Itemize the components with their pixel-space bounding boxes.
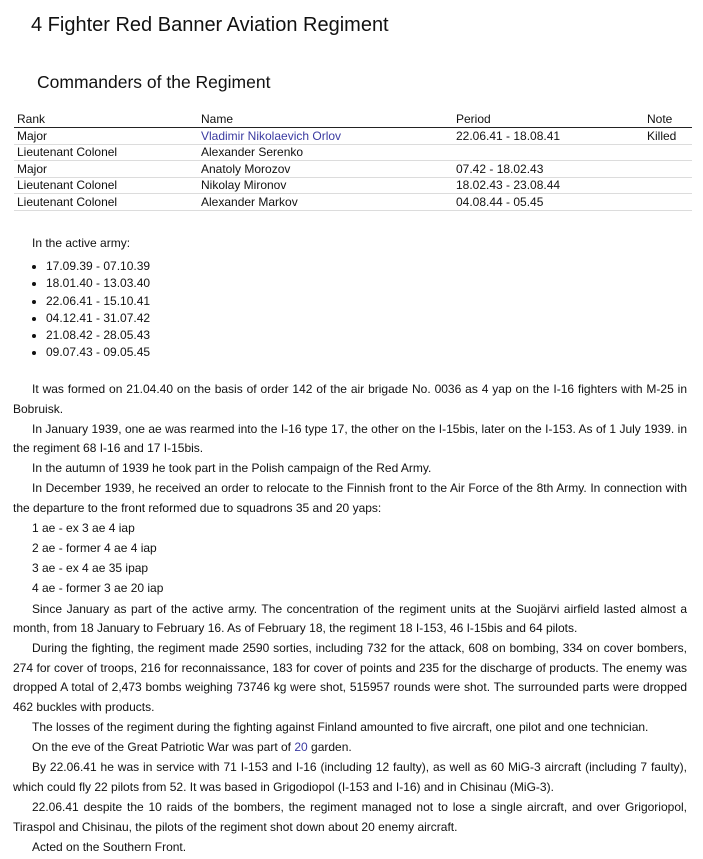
table-row bbox=[14, 161, 692, 178]
paragraph-text: garden. bbox=[307, 740, 352, 755]
column-header-period: Period bbox=[453, 111, 644, 128]
paragraph-text: On the eve of the Great Patriotic War was part of bbox=[32, 740, 295, 755]
note-cell bbox=[644, 177, 692, 194]
period-cell bbox=[453, 144, 644, 161]
note-cell: Killed bbox=[644, 128, 692, 145]
table-row bbox=[14, 177, 692, 194]
column-header-name: Name bbox=[198, 111, 453, 128]
paragraph: Acted on the Southern Front. bbox=[32, 839, 187, 854]
column-header-note: Note bbox=[644, 111, 692, 128]
paragraph: By 22.06.41 he was in service with 71 I-153 and I-16 (including 12 faulty), as well as 60 MiG-3 aircraft (including 7 faulty), which could fly 22 pilots from 52. It was based in Grigodiopol (I-153 and I-16) and in Chisinau (MiG-3). bbox=[13, 760, 687, 794]
squadron-line: 3 ae - ex 4 ae 35 ipap bbox=[32, 561, 149, 576]
list-item: • 22.06.41 - 15.10.41 bbox=[46, 293, 150, 310]
list-item: • 09.07.43 - 09.05.45 bbox=[46, 344, 150, 361]
name-cell: Alexander Serenko bbox=[198, 144, 453, 161]
column-header-rank: Rank bbox=[14, 111, 198, 128]
page-title: 4 Fighter Red Banner Aviation Regiment bbox=[31, 14, 389, 36]
note-cell bbox=[644, 144, 692, 161]
paragraph: In the autumn of 1939 he took part in the Polish campaign of the Red Army. bbox=[32, 461, 432, 476]
active-army-label: In the active army: bbox=[32, 236, 131, 250]
paragraph: In December 1939, he received an order to relocate to the Finnish front to the Air Force of the 8th Army. In connection with the departure to the front reformed due to squadrons 35 and 20 yaps: bbox=[13, 481, 687, 516]
rank-cell: Major bbox=[14, 161, 198, 178]
squadron-line: 1 ae - ex 3 ae 4 iap bbox=[32, 521, 135, 536]
commanders-table bbox=[14, 111, 692, 211]
list-item: • 04.12.41 - 31.07.42 bbox=[46, 310, 150, 327]
squadron-line: 2 ae - former 4 ae 4 iap bbox=[32, 541, 157, 556]
division-link-20[interactable]: 20 bbox=[294, 740, 308, 755]
history-text bbox=[13, 380, 687, 858]
rank-cell: Lieutenant Colonel bbox=[14, 177, 198, 194]
table-row bbox=[14, 128, 692, 145]
paragraph: Since January as part of the active army. The concentration of the regiment units at the Suojärvi airfield lasted almost a month, from 18 January to February 16. As of February 18, the regiment 18 I-153, 46 I-15bis and 64 pilots. bbox=[13, 601, 687, 636]
paragraph: 22.06.41 despite the 10 raids of the bombers, the regiment managed not to lose a single aircraft, and over Grigoriopol, Tiraspol and Chisinau, the pilots of the regiment shot down about 20 enemy aircraft. bbox=[13, 799, 687, 834]
name-cell bbox=[198, 128, 453, 145]
paragraph: During the fighting, the regiment made 2590 sorties, including 732 for the attack, 608 on bombing, 334 on cover bombers, 274 for cover of troops, 216 for reconnaissance, 183 for cover of points and 235 for the discharge of products. The enemy was dropped A total of 2,473 bombs weighing 73746 kg were shot, 515957 rounds were shot. The surrounded parts were dropped 462 buckles with products. bbox=[13, 641, 687, 714]
rank-cell: Lieutenant Colonel bbox=[14, 194, 198, 211]
rank-cell: Lieutenant Colonel bbox=[14, 144, 198, 161]
list-item: • 17.09.39 - 07.10.39 bbox=[46, 258, 150, 275]
rank-cell: Major bbox=[14, 128, 198, 145]
paragraph: In January 1939, one ae was rearmed into the I-16 type 17, the other on the I-15bis, later on the I-153. As of 1 July 1939. in the regiment 68 I-16 and 17 I-15bis. bbox=[13, 421, 687, 456]
period-cell: 18.02.43 - 23.08.44 bbox=[453, 177, 644, 194]
paragraph bbox=[13, 738, 687, 758]
note-cell bbox=[644, 161, 692, 178]
table-row bbox=[14, 194, 692, 211]
period-cell: 22.06.41 - 18.08.41 bbox=[453, 128, 644, 145]
period-cell: 04.08.44 - 05.45 bbox=[453, 194, 644, 211]
commanders-heading: Commanders of the Regiment bbox=[37, 72, 271, 92]
list-item: • 21.08.42 - 28.05.43 bbox=[46, 327, 150, 344]
squadron-line: 4 ae - former 3 ae 20 iap bbox=[32, 581, 164, 596]
name-cell: Nikolay Mironov bbox=[198, 177, 453, 194]
paragraph: It was formed on 21.04.40 on the basis of order 142 of the air brigade No. 0036 as 4 yap on the I-16 fighters with M-25 in Bobruisk. bbox=[13, 382, 687, 416]
name-cell: Alexander Markov bbox=[198, 194, 453, 211]
active-army-list bbox=[18, 258, 150, 362]
period-cell: 07.42 - 18.02.43 bbox=[453, 161, 644, 178]
note-cell bbox=[644, 194, 692, 211]
table-header-row bbox=[14, 111, 692, 128]
name-cell: Anatoly Morozov bbox=[198, 161, 453, 178]
table-row bbox=[14, 144, 692, 161]
commander-link-orlov[interactable]: Vladimir Nikolaevich Orlov bbox=[201, 128, 342, 143]
paragraph: The losses of the regiment during the fighting against Finland amounted to five aircraft, one pilot and one technician. bbox=[32, 720, 649, 735]
list-item: • 18.01.40 - 13.03.40 bbox=[46, 275, 150, 292]
